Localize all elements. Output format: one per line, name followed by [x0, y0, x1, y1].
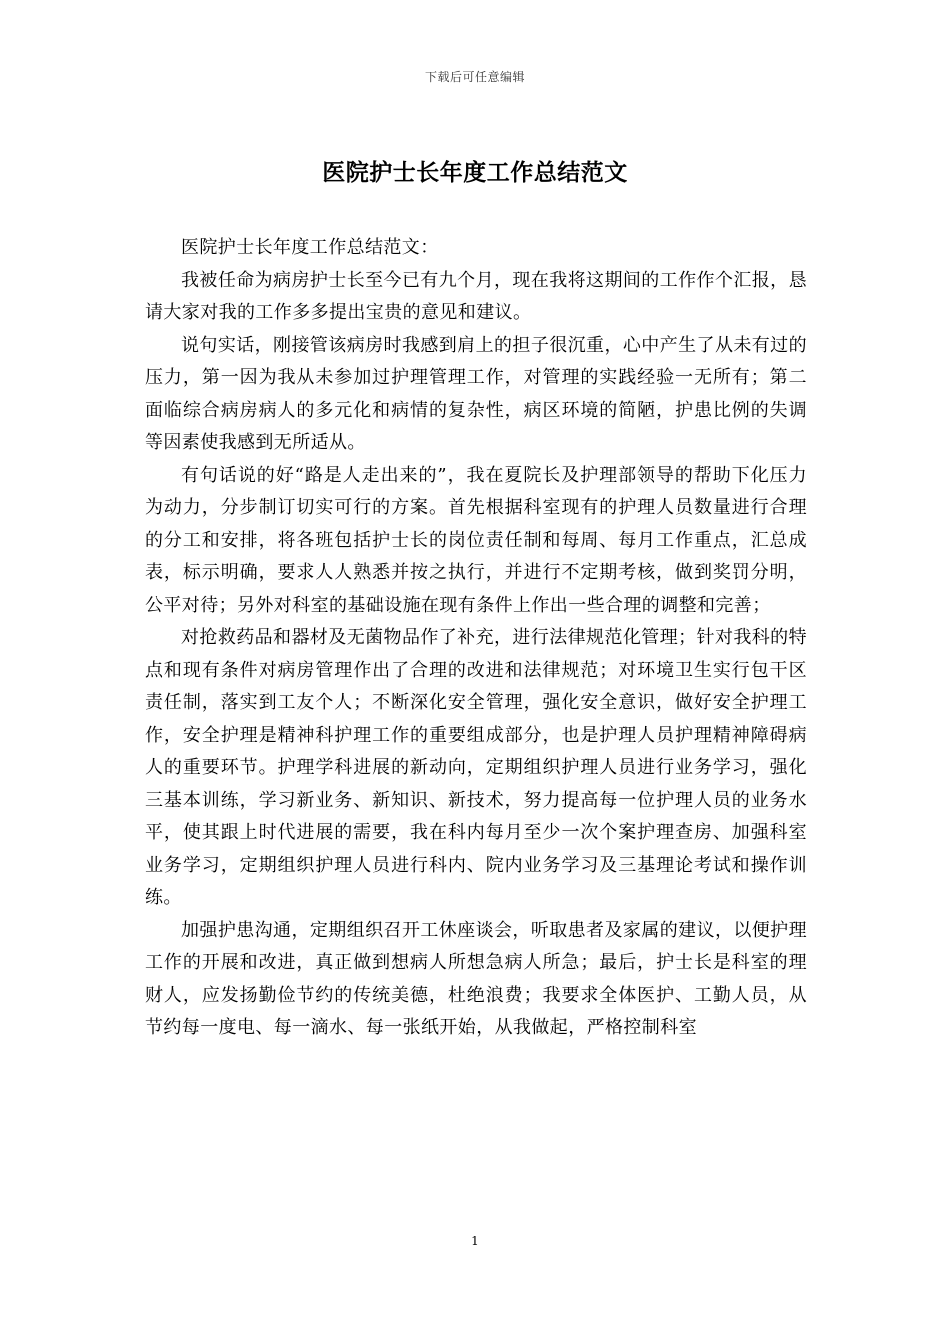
- paragraph-4: 对抢救药品和器材及无菌物品作了补充，进行法律规范化管理；针对我科的特点和现有条件对病房管理作出了合理的改进和法律规范；对环境卫生实行包干区责任制，落实到工友个人；不断深化安全管理，强化安全意识，做好安全护理工作，安全护理是精神科护理工作的重要组成部分，也是护理人员护理精神障碍病人的重要环节。护理学科进展的新动向，定期组织护理人员进行业务学习，强化三基本训练，学习新业务、新知识、新技术，努力提高每一位护理人员的业务水平，使其跟上时代进展的需要，我在科内每月至少一次个案护理查房、加强科室业务学习，定期组织护理人员进行科内、院内业务学习及三基理论考试和操作训练。: [145, 627, 807, 908]
- document-body: [145, 232, 807, 1045]
- page-number: 1: [471, 1234, 479, 1248]
- paragraph-5: 加强护患沟通，定期组织召开工休座谈会，听取患者及家属的建议，以便护理工作的开展和改进，真正做到想病人所想急病人所急；最后，护士长是科室的理财人，应发扬勤俭节约的传统美德，杜绝浪费；我要求全体医护、工勤人员，从节约每一度电、每一滴水、每一张纸开始，从我做起，严格控制科室: [145, 919, 807, 1038]
- paragraph-3: 有句话说的好“路是人走出来的”，我在夏院长及护理部领导的帮助下化压力为动力，分步制订切实可行的方案。首先根据科室现有的护理人员数量进行合理的分工和安排，将各班包括护士长的岗位责任制和每周、每月工作重点，汇总成表，标示明确，要求人人熟悉并按之执行，并进行不定期考核，做到奖罚分明，公平对待；另外对科室的基础设施在现有条件上作出一些合理的调整和完善；: [145, 464, 807, 616]
- document-title: 医院护士长年度工作总结范文: [322, 159, 628, 186]
- paragraph-intro: 医院护士长年度工作总结范文：: [181, 237, 439, 258]
- paragraph-2: 说句实话，刚接管该病房时我感到肩上的担子很沉重，心中产生了从未有过的压力，第一因为我从未参加过护理管理工作，对管理的实践经验一无所有；第二面临综合病房病人的多元化和病情的复杂性，病区环境的简陋，护患比例的失调等因素使我感到无所适从。: [145, 334, 807, 453]
- paragraph-1: 我被任命为病房护士长至今已有九个月，现在我将这期间的工作作个汇报，恳请大家对我的工作多多提出宝贵的意见和建议。: [145, 269, 807, 323]
- header-note: 下载后可任意编辑: [424, 70, 525, 84]
